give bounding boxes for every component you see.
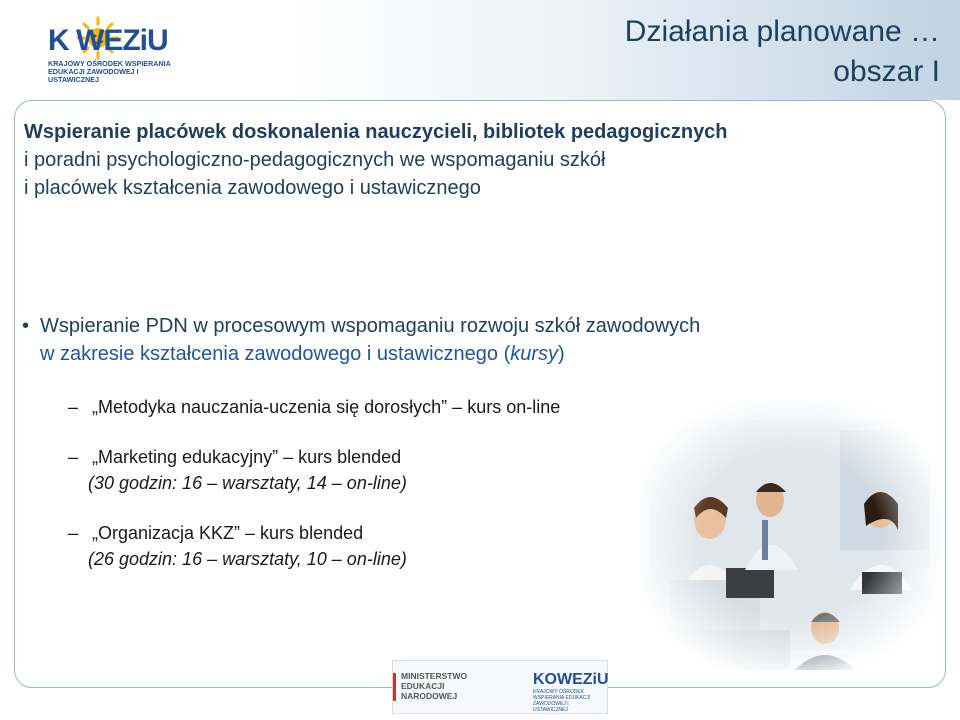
- course-detail: (30 godzin: 16 – warsztaty, 14 – on-line): [88, 473, 407, 493]
- people-collage-svg: [640, 400, 940, 670]
- course-title: „Marketing edukacyjny” – kurs blended: [92, 447, 402, 467]
- heading-line1: Wspieranie placówek doskonalenia nauczycieli, bibliotek pedagogicznych: [24, 121, 728, 143]
- logo-wordmark: K WEZiU: [48, 24, 168, 57]
- course-title: „Metodyka nauczania-uczenia się dorosłych” – kurs on-line: [92, 397, 561, 417]
- koweziu-mini-subtitle: KRAJOWY OŚRODEK WSPIERANIA EDUKACJI ZAWODOWEJ I USTAWICZNEJ: [533, 689, 591, 713]
- course-detail: (26 godzin: 16 – warsztaty, 10 – on-line): [88, 549, 407, 569]
- logo-subtitle: KRAJOWY OŚRODEK WSPIERANIA EDUKACJI ZAWODOWEJ I USTAWICZNEJ: [48, 59, 171, 84]
- partner-logos: [392, 660, 608, 714]
- people-collage-photo: [640, 400, 940, 670]
- bullet-line1: Wspieranie PDN w procesowym wspomaganiu rozwoju szkół zawodowych: [40, 315, 701, 337]
- koweziu-mini-logo: KOWEZiU: [533, 671, 609, 688]
- course-title: „Organizacja KKZ” – kurs blended: [92, 523, 364, 543]
- slide-title: [560, 12, 940, 92]
- dash-mark: –: [68, 397, 79, 417]
- bullet-line2: w zakresie kształcenia zawodowego i ustawicznego (kursy): [40, 343, 565, 365]
- dash-mark: –: [68, 447, 79, 467]
- dash-mark: –: [68, 523, 79, 543]
- bullet-text: [40, 312, 900, 368]
- heading-line2: i poradni psychologiczno-pedagogicznych we wspomaganiu szkół: [24, 149, 606, 171]
- slide-title-line2: obszar I: [833, 55, 940, 88]
- heading-line3: i placówek kształcenia zawodowego i ustawicznego: [24, 177, 481, 199]
- bullet-dot: •: [22, 315, 30, 337]
- ministry-logo: MINISTERSTWO EDUKACJI NARODOWEJ: [401, 671, 468, 701]
- ministry-logo-bar: [393, 673, 396, 701]
- slide-title-line1: Działania planowane …: [624, 15, 940, 48]
- koweziu-logo: [48, 16, 188, 86]
- section-heading: [24, 118, 904, 202]
